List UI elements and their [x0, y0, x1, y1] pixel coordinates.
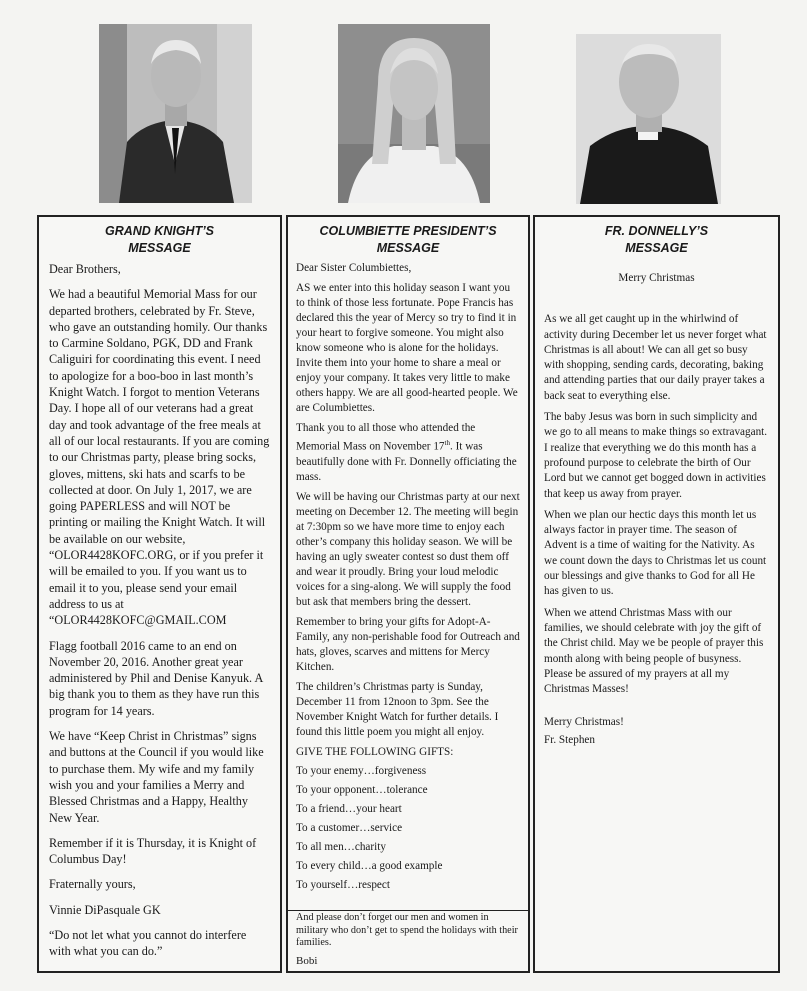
grand-knight-heading: GRAND KNIGHT’S MESSAGE [104, 224, 215, 255]
donnelly-greeting: Merry Christmas [618, 272, 695, 284]
columbiette-heading: COLUMBIETTE PRESIDENT’S MESSAGE [319, 224, 497, 255]
columbiette-salutation: Dear Sister Columbiettes, [296, 262, 412, 274]
gifts-title: GIVE THE FOLLOWING GIFTS: [296, 745, 454, 758]
gift-line: To your opponent…tolerance [296, 783, 428, 796]
portrait-elderly-man-suit-icon [99, 24, 252, 203]
gift-line: To your enemy…forgiveness [296, 764, 427, 777]
donnelly-heading: FR. DONNELLY’S MESSAGE [604, 224, 709, 255]
columbiette-paragraph: Thank you to all those who attended the Memorial Mass on November 17th. It was beautifully done with Fr. Donnelly officiating the mass. [296, 422, 517, 483]
columbiette-signature: Bobi [296, 954, 318, 967]
portrait-woman-smiling-icon [338, 24, 490, 203]
grand-knight-paragraph: Remember if it is Thursday, it is Knight of Columbus Day! [49, 835, 257, 867]
columbiette-paragraph: Remember to bring your gifts for Adopt-A-Family, any non-perishable food for Outreach and hats, gloves, scarves and mittens for Mercy Kitchen. [296, 615, 520, 673]
donnelly-paragraph: When we plan our hectic days this month let us always factor in prayer time. The season of Advent is a time of waiting for the Nativity. As we count down the days to Christmas let us count our blessings and give thanks to God for all He has given to us. [544, 508, 767, 598]
columbiette-footer-note: And please don’t forget our men and women in military who don’t get to spend the holidays with their families. Bobi [288, 910, 528, 971]
grand-knight-paragraph: Flagg football 2016 came to an end on November 20, 2016. Another great year administered by Phil and Denise Kanyuk. A big thank you to them as they have run this program for 14 years. [49, 638, 263, 718]
donnelly-paragraph: As we all get caught up in the whirlwind of activity during December let us never forget what Christmas is all about! We can all get so busy with shopping, sending cards, decorating, baking and attending parties that our daily prayer takes a back seat to everything else. [544, 313, 767, 402]
columbiette-president-message-column [286, 215, 530, 973]
columbiette-paragraph: We will be having our Christmas party at our next meeting on December 12. The meeting will begin at 7:30pm so we have more time to enjoy each other’s company this holiday season. We will be having an ugly sweater contest so dust them off and wear it proudly. Bring your loud melodic voices for a sing-along. We will supply the food but ask that members bring the dessert. [296, 490, 520, 608]
gift-line: To all men…charity [296, 840, 386, 853]
donnelly-closing: Merry Christmas! [544, 716, 624, 729]
columbiette-paragraph: AS we enter into this holiday season I want you to think of those less fortunate. Pope Francis has declared this the year of Mercy so try to find it in your heart to forgive someone. You might also know someone who is alone for the holidays. Invite them into your home to share a meal or enjoy your company. It takes very little to make others happy. We are all good-hearted people. We are Columbiettes. [296, 282, 518, 414]
grand-knight-message-column [37, 215, 282, 973]
grand-knight-paragraph: We had a beautiful Memorial Mass for our departed brothers, celebrated by Fr. Steve, who gave an outstanding homily. Our thanks to Carmine Soldano, PGK, DD and Frank Caliguiri for coordinating this event. I need to apologize for a boo-boo in last month’s Knight Watch. I forgot to mention Veterans Day. I hope all of our veterans had a great day and took advantage of the free meals at all of our local restaurants. If you are coming to our Christmas party, please bring socks, gloves, mittens, ski hats and scarfs to be collected at door. On July 1, 2017, we are going PAPERLESS and will NOT be printing or mailing the Knight Watch. It will be available on our website, “OLOR4428KOFC.ORG, or if you prefer it will be emailed to you. If you want us to email it to you, please send your email address to us at “OLOR4428KOFC@GMAIL.COM [49, 287, 270, 628]
fr-donnelly-message-column [533, 215, 780, 973]
donnelly-paragraph: When we attend Christmas Mass with our families, we should celebrate with joy the gift of the Christ child. May we be people of prayer this month along with being people of busyness. Please be assured of my prayers at all my Christmas Masses! [544, 606, 764, 696]
columbiette-paragraph: The children’s Christmas party is Sunday, December 11 from 12noon to 3pm. See the November Knight Watch for further details. I found this little poem you might all enjoy. [296, 680, 499, 738]
grand-knight-paragraph: We have “Keep Christ in Christmas” signs and buttons at the Council if you would like to purchase them. My wife and my family wish you and your families a Merry and Blessed Christmas and a Happy, Healthy New Year. [49, 729, 264, 825]
grand-knight-signature: Vinnie DiPasquale GK [49, 902, 161, 917]
donnelly-paragraph: The baby Jesus was born in such simplicity and we go to all means to make things so extravagant. I realize that everything we do this month has a profound purpose to celebrate the birth of Our Lord but we cannot get bogged down in activities that keep us away from prayer. [544, 411, 768, 500]
portrait-priest-clerical-collar-icon [576, 34, 721, 204]
gift-line: To every child…a good example [296, 859, 443, 872]
grand-knight-quote: “Do not let what you cannot do interfere with what you can do.” [49, 927, 247, 959]
grand-knight-salutation: Dear Brothers, [49, 262, 121, 276]
gift-line: To a friend…your heart [296, 802, 402, 815]
gift-line: To a customer…service [296, 821, 403, 834]
gift-line: To yourself…respect [296, 878, 390, 891]
donnelly-signature: Fr. Stephen [544, 733, 595, 746]
grand-knight-closing: Fraternally yours, [49, 877, 136, 892]
